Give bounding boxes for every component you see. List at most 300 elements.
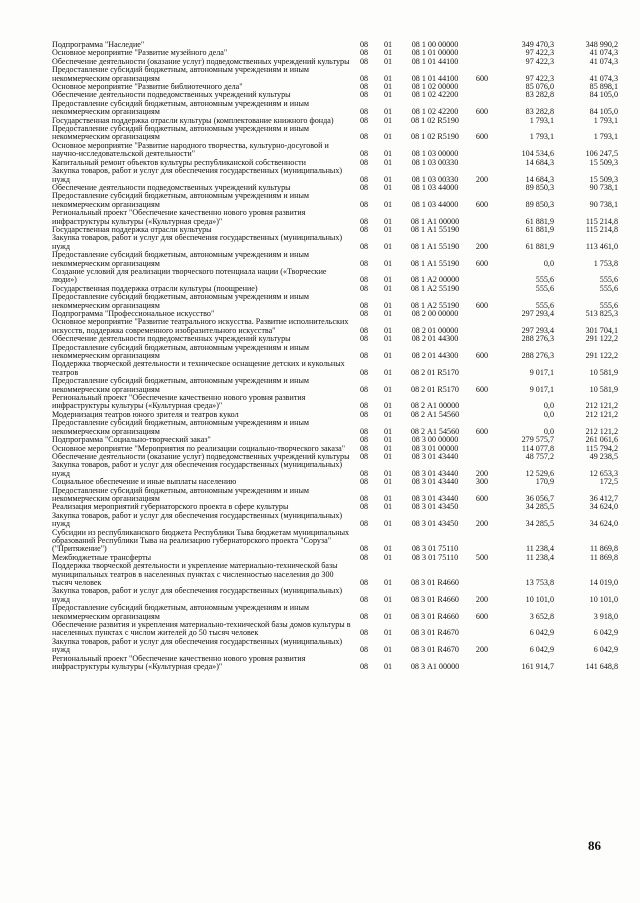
row-target-article-code: 08 2 01 44300 <box>411 334 459 344</box>
row-subsection-code: 01 <box>383 56 393 66</box>
row-expense-type-code: 600 <box>475 73 489 83</box>
row-subsection-code: 01 <box>383 40 393 49</box>
row-expense-type-code: 600 <box>475 132 489 142</box>
row-amount-year-2: 11 869,8 <box>589 552 618 562</box>
row-target-article-code: 08 3 01 R4670 <box>411 628 459 638</box>
row-section-code: 08 <box>359 275 369 285</box>
row-name: Основное мероприятие "Мероприятия по реализации социально-творческого заказа" <box>52 443 346 453</box>
row-amount-year-1: 161 914,7 <box>521 662 554 672</box>
row-expense-type-code <box>470 41 494 49</box>
row-name: Закупка товаров, работ и услуг для обеспечения государственных (муниципальных) нужд <box>52 636 343 655</box>
row-amount-year-2: 555,6 <box>599 283 618 293</box>
row-expense-type-code <box>470 310 494 318</box>
row-section-code: 08 <box>359 73 369 83</box>
row-amount-year-1: 11 238,4 <box>525 552 554 562</box>
row-amount-year-1: 48 757,2 <box>525 451 554 461</box>
table-row <box>52 167 618 184</box>
row-amount-year-2: 41 074,3 <box>589 48 618 58</box>
row-subsection-code: 01 <box>383 401 393 411</box>
row-expense-type-code <box>470 562 494 587</box>
row-section-code: 08 <box>359 662 369 672</box>
row-expense-type-code: 200 <box>475 468 489 478</box>
row-subsection-code: 01 <box>383 351 393 361</box>
row-name: Региональный проект "Обеспечение качественно нового уровня развития инфраструктуры культуры («Культурная среда»)" <box>52 653 306 672</box>
row-expense-type-code: 200 <box>475 519 489 529</box>
row-target-article-code: 08 2 А1 54560 <box>410 409 460 419</box>
row-target-article-code: 08 3 01 R4670 <box>411 645 459 655</box>
row-amount-year-2: 291 122,2 <box>585 334 618 344</box>
table-row <box>52 487 618 504</box>
row-amount-year-2: 36 412,7 <box>589 493 618 503</box>
row-amount-year-2: 3 918,0 <box>593 611 618 621</box>
row-section-code: 08 <box>359 384 369 394</box>
row-expense-type-code: 600 <box>475 300 489 310</box>
row-name: Предоставление субсидий бюджетным, автономным учреждениям и иным некоммерческим организациям <box>52 191 310 209</box>
row-target-article-code: 08 3 01 75110 <box>411 552 459 562</box>
row-amount-year-1: 104 534,6 <box>521 149 554 159</box>
row-target-article-code: 08 3 01 00000 <box>411 443 459 453</box>
row-name: Закупка товаров, работ и услуг для обеспечения государственных (муниципальных) нужд <box>52 233 343 251</box>
row-amount-year-2: 10 101,0 <box>589 594 618 604</box>
row-target-article-code: 08 1 03 44000 <box>411 199 459 209</box>
row-name: Поддержка творческой деятельности и укрепление материально-технической базы муниципальных театров в населенных пунктах с численностью населения до 300 тысяч человек <box>52 561 338 587</box>
row-section-code: 08 <box>359 300 369 310</box>
row-target-article-code: 08 1 00 00000 <box>411 40 459 49</box>
row-subsection-code: 01 <box>383 477 393 487</box>
table-row <box>52 209 618 226</box>
row-section-code: 08 <box>359 367 369 377</box>
row-amount-year-2: 6 042,9 <box>593 645 618 655</box>
table-row <box>52 587 618 604</box>
row-amount-year-1: 6 042,9 <box>529 628 554 638</box>
row-subsection-code: 01 <box>383 199 393 209</box>
row-amount-year-1: 61 881,9 <box>525 216 554 226</box>
table-row <box>52 419 618 436</box>
table-row <box>52 529 618 554</box>
row-subsection-code: 01 <box>383 426 393 436</box>
row-amount-year-1: 555,6 <box>535 283 554 293</box>
row-amount-year-2: 85 898,1 <box>589 82 618 92</box>
row-target-article-code: 08 1 03 00330 <box>411 157 459 167</box>
row-name: Субсидии из республиканского бюджета Республики Тыва бюджетам муниципальных образований Республики Тыва на реализацию губернаторского проекта "Соруза" ("Притяжение") <box>52 527 350 554</box>
row-expense-type-code: 600 <box>475 384 489 394</box>
row-name: Основное мероприятие "Развитие театрального искусства. Развитие исполнительских искусств, поддержка современного изобразительного искусства" <box>52 317 349 335</box>
page-number: 86 <box>588 838 601 853</box>
row-subsection-code: 01 <box>383 435 393 445</box>
table-row <box>52 318 618 335</box>
row-name: Предоставление субсидий бюджетным, автономным учреждениям и иным некоммерческим организациям <box>52 485 310 503</box>
row-expense-type-code <box>470 268 494 285</box>
row-amount-year-2: 34 624,0 <box>589 502 618 512</box>
row-expense-type-code: 200 <box>475 594 489 604</box>
row-amount-year-1: 1 793,1 <box>529 132 554 142</box>
row-subsection-code: 01 <box>383 90 393 100</box>
row-amount-year-1: 34 285,5 <box>525 502 554 512</box>
row-amount-year-2: 212 121,2 <box>585 409 618 419</box>
row-amount-year-1: 0,0 <box>543 426 554 436</box>
table-row <box>52 604 618 621</box>
row-amount-year-2: 301 704,1 <box>585 325 618 335</box>
row-expense-type-code <box>470 394 494 411</box>
row-subsection-code: 01 <box>383 611 393 621</box>
row-amount-year-1: 83 282,8 <box>525 90 554 100</box>
row-expense-type-code <box>470 621 494 638</box>
row-amount-year-2: 555,6 <box>599 275 618 285</box>
row-expense-type-code <box>470 117 494 125</box>
row-amount-year-2: 10 581,9 <box>589 384 618 394</box>
row-amount-year-1: 61 881,9 <box>525 241 554 251</box>
row-name: Закупка товаров, работ и услуг для обеспечения государственных (муниципальных) нужд <box>52 510 343 529</box>
row-section-code: 08 <box>359 241 369 251</box>
row-name: Капитальный ремонт объектов культуры республиканской собственности <box>52 157 306 167</box>
row-target-article-code: 08 1 01 44100 <box>411 56 459 66</box>
row-amount-year-1: 97 422,3 <box>525 73 554 83</box>
table-row <box>52 100 618 117</box>
row-expense-type-code <box>470 83 494 91</box>
row-expense-type-code <box>470 226 494 234</box>
row-amount-year-1: 9 017,1 <box>529 367 554 377</box>
row-target-article-code: 08 1 02 R5190 <box>411 132 459 142</box>
row-name: Подпрограмма "Социально-творческий заказ" <box>52 435 211 445</box>
row-section-code: 08 <box>359 90 369 100</box>
row-target-article-code: 08 3 01 75110 <box>411 544 459 554</box>
row-amount-year-1: 89 850,3 <box>525 182 554 192</box>
row-name: Предоставление субсидий бюджетным, автономным учреждениям и иным некоммерческим организациям <box>52 98 310 117</box>
row-target-article-code: 08 1 01 00000 <box>411 48 459 58</box>
row-name: Государственная поддержка отрасли культуры (поощрение) <box>52 283 258 293</box>
row-subsection-code: 01 <box>383 662 393 672</box>
row-name: Закупка товаров, работ и услуг для обеспечения государственных (муниципальных) нужд <box>52 586 343 604</box>
row-target-article-code: 08 3 01 R4660 <box>411 594 459 604</box>
table-row <box>52 344 618 361</box>
table-row <box>52 512 618 529</box>
row-amount-year-1: 97 422,3 <box>525 56 554 66</box>
row-expense-type-code <box>470 49 494 57</box>
row-name: Подпрограмма "Профессиональное искусство" <box>52 309 215 318</box>
row-amount-year-2: 115 794,2 <box>585 443 618 453</box>
row-expense-type-code <box>470 159 494 167</box>
row-amount-year-1: 6 042,9 <box>529 645 554 655</box>
row-amount-year-1: 61 881,9 <box>525 224 554 234</box>
row-section-code: 08 <box>359 477 369 487</box>
row-name: Предоставление субсидий бюджетным, автономным учреждениям и иным некоммерческим организациям <box>52 292 310 310</box>
row-amount-year-2: 172,5 <box>599 477 618 487</box>
row-section-code: 08 <box>359 594 369 604</box>
row-amount-year-2: 348 990,2 <box>585 40 618 49</box>
row-amount-year-1: 3 652,8 <box>529 611 554 621</box>
row-name: Предоставление субсидий бюджетным, автономным учреждениям и иным некоммерческим организациям <box>52 65 310 83</box>
row-amount-year-2: 6 042,9 <box>593 628 618 638</box>
row-section-code: 08 <box>359 552 369 562</box>
row-amount-year-1: 11 238,4 <box>525 544 554 554</box>
row-expense-type-code: 500 <box>475 552 489 562</box>
row-target-article-code: 08 3 01 R4660 <box>411 578 459 587</box>
row-target-article-code: 08 3 01 43440 <box>411 451 459 461</box>
row-amount-year-2: 212 121,2 <box>585 426 618 436</box>
row-section-code: 08 <box>359 157 369 167</box>
row-subsection-code: 01 <box>383 157 393 167</box>
row-target-article-code: 08 2 00 00000 <box>411 309 459 318</box>
row-amount-year-2: 41 074,3 <box>589 56 618 66</box>
row-target-article-code: 08 1 А1 55190 <box>410 241 460 251</box>
row-subsection-code: 01 <box>383 552 393 562</box>
row-target-article-code: 08 1 А2 55190 <box>410 283 460 293</box>
row-amount-year-2: 12 653,3 <box>589 468 618 478</box>
row-section-code: 08 <box>359 493 369 503</box>
row-expense-type-code <box>470 184 494 192</box>
row-name: Социальное обеспечение и иные выплаты населению <box>52 477 237 487</box>
row-amount-year-2: 90 738,1 <box>589 182 618 192</box>
table-row <box>52 562 618 587</box>
row-name: Государственная поддержка отрасли культуры <box>52 224 212 234</box>
row-section-code: 08 <box>359 258 369 268</box>
row-target-article-code: 08 3 01 43450 <box>411 502 459 512</box>
row-name: Закупка товаров, работ и услуг для обеспечения государственных (муниципальных) нужд <box>52 460 343 478</box>
row-section-code: 08 <box>359 628 369 638</box>
row-subsection-code: 01 <box>383 502 393 512</box>
row-section-code: 08 <box>359 502 369 512</box>
row-amount-year-1: 288 276,3 <box>521 334 554 344</box>
row-amount-year-1: 114 077,8 <box>521 443 554 453</box>
row-name: Обеспечение деятельности подведомственных учреждений культуры <box>52 90 291 100</box>
row-subsection-code: 01 <box>383 48 393 58</box>
row-target-article-code: 08 3 00 00000 <box>411 435 459 445</box>
row-expense-type-code: 600 <box>475 611 489 621</box>
row-amount-year-2: 14 019,0 <box>589 578 618 587</box>
row-subsection-code: 01 <box>383 334 393 344</box>
row-target-article-code: 08 1 02 00000 <box>411 82 459 92</box>
row-amount-year-1: 85 076,0 <box>525 82 554 92</box>
row-expense-type-code: 600 <box>475 426 489 436</box>
table-row <box>52 66 618 83</box>
row-amount-year-2: 49 238,5 <box>589 451 618 461</box>
row-section-code: 08 <box>359 351 369 361</box>
row-subsection-code: 01 <box>383 174 393 184</box>
row-amount-year-2: 10 581,9 <box>589 367 618 377</box>
row-subsection-code: 01 <box>383 149 393 159</box>
row-amount-year-1: 9 017,1 <box>529 384 554 394</box>
row-target-article-code: 08 2 А1 54560 <box>410 426 460 436</box>
row-subsection-code: 01 <box>383 107 393 117</box>
table-row <box>52 621 618 638</box>
row-name: Реализация мероприятий губернаторского проекта в сфере культуры <box>52 502 289 512</box>
row-expense-type-code: 600 <box>475 351 489 361</box>
row-name: Основное мероприятие "Развитие музейного дела" <box>52 48 228 58</box>
row-subsection-code: 01 <box>383 544 393 554</box>
row-target-article-code: 08 3 01 R4660 <box>411 611 459 621</box>
row-amount-year-1: 170,9 <box>535 477 554 487</box>
row-section-code: 08 <box>359 174 369 184</box>
row-subsection-code: 01 <box>383 578 393 587</box>
row-subsection-code: 01 <box>383 519 393 529</box>
row-amount-year-2: 115 214,8 <box>585 216 618 226</box>
row-amount-year-2: 15 509,3 <box>589 174 618 184</box>
budget-table-body <box>52 41 618 671</box>
row-name: Обеспечение развития и укрепления материально-технической базы домов культуры в населенных пунктах с числом жителей до 50 тысяч человек <box>52 620 351 638</box>
row-amount-year-2: 212 121,2 <box>585 401 618 411</box>
row-target-article-code: 08 1 А2 55190 <box>410 300 460 310</box>
row-expense-type-code <box>470 318 494 335</box>
row-section-code: 08 <box>359 611 369 621</box>
table-row <box>52 360 618 377</box>
row-amount-year-1: 0,0 <box>543 409 554 419</box>
row-target-article-code: 08 2 01 R5170 <box>411 367 459 377</box>
table-row <box>52 394 618 411</box>
table-row <box>52 377 618 394</box>
row-amount-year-1: 0,0 <box>543 258 554 268</box>
row-subsection-code: 01 <box>383 451 393 461</box>
row-amount-year-1: 1 793,1 <box>529 115 554 125</box>
row-subsection-code: 01 <box>383 275 393 285</box>
row-amount-year-1: 12 529,6 <box>525 468 554 478</box>
row-amount-year-1: 13 753,8 <box>525 578 554 587</box>
row-amount-year-2: 34 624,0 <box>589 519 618 529</box>
row-target-article-code: 08 1 02 42200 <box>411 90 459 100</box>
row-expense-type-code: 200 <box>475 174 489 184</box>
row-amount-year-2: 41 074,3 <box>589 73 618 83</box>
row-target-article-code: 08 3 01 43450 <box>411 519 459 529</box>
row-subsection-code: 01 <box>383 325 393 335</box>
row-amount-year-2: 90 738,1 <box>589 199 618 209</box>
table-row <box>52 142 618 159</box>
row-amount-year-2: 84 105,0 <box>589 107 618 117</box>
row-name: Создание условий для реализации творческого потенциала нации («Творческие люди») <box>52 266 327 285</box>
row-name: Закупка товаров, работ и услуг для обеспечения государственных (муниципальных) нужд <box>52 166 343 184</box>
table-row <box>52 125 618 142</box>
table-row <box>52 293 618 310</box>
row-target-article-code: 08 3 01 43440 <box>411 493 459 503</box>
row-section-code: 08 <box>359 224 369 234</box>
row-name: Предоставление субсидий бюджетным, автономным учреждениям и иным некоммерческим организациям <box>52 603 310 621</box>
row-subsection-code: 01 <box>383 300 393 310</box>
row-target-article-code: 08 2 01 44300 <box>411 351 459 361</box>
row-section-code: 08 <box>359 426 369 436</box>
row-section-code: 08 <box>359 216 369 226</box>
row-expense-type-code <box>470 445 494 453</box>
row-amount-year-2: 261 061,6 <box>585 435 618 445</box>
row-amount-year-2: 1 793,1 <box>593 115 618 125</box>
row-subsection-code: 01 <box>383 309 393 318</box>
row-name: Предоставление субсидий бюджетным, автономным учреждениям и иным некоммерческим организациям <box>52 250 310 268</box>
row-target-article-code: 08 1 А1 55190 <box>410 258 460 268</box>
row-section-code: 08 <box>359 468 369 478</box>
row-section-code: 08 <box>359 401 369 411</box>
row-expense-type-code <box>470 209 494 226</box>
row-subsection-code: 01 <box>383 115 393 125</box>
row-expense-type-code <box>470 335 494 343</box>
row-expense-type-code <box>470 91 494 99</box>
row-target-article-code: 08 1 А1 00000 <box>410 216 460 226</box>
row-amount-year-2: 11 869,8 <box>589 544 618 554</box>
row-amount-year-1: 0,0 <box>543 401 554 411</box>
row-expense-type-code: 300 <box>475 477 489 487</box>
row-amount-year-2: 555,6 <box>599 300 618 310</box>
row-target-article-code: 08 3 А1 00000 <box>410 662 460 672</box>
row-expense-type-code <box>470 411 494 419</box>
row-subsection-code: 01 <box>383 73 393 83</box>
row-target-article-code: 08 2 01 00000 <box>411 325 459 335</box>
row-amount-year-2: 113 461,0 <box>585 241 618 251</box>
row-target-article-code: 08 1 02 42200 <box>411 107 459 117</box>
row-amount-year-1: 297 293,4 <box>521 309 554 318</box>
row-subsection-code: 01 <box>383 409 393 419</box>
row-subsection-code: 01 <box>383 82 393 92</box>
row-expense-type-code <box>470 655 494 672</box>
row-amount-year-1: 288 276,3 <box>521 351 554 361</box>
row-amount-year-2: 115 214,8 <box>585 224 618 234</box>
row-subsection-code: 01 <box>383 594 393 604</box>
row-amount-year-1: 10 101,0 <box>525 594 554 604</box>
table-row <box>52 192 618 209</box>
table-row <box>52 251 618 268</box>
table-row <box>52 268 618 285</box>
row-name: Подпрограмма "Наследие" <box>52 40 145 49</box>
row-section-code: 08 <box>359 132 369 142</box>
row-subsection-code: 01 <box>383 367 393 377</box>
row-section-code: 08 <box>359 199 369 209</box>
row-section-code: 08 <box>359 435 369 445</box>
row-amount-year-1: 279 575,7 <box>521 435 554 445</box>
row-amount-year-1: 555,6 <box>535 275 554 285</box>
row-section-code: 08 <box>359 578 369 587</box>
row-target-article-code: 08 2 01 R5170 <box>411 384 459 394</box>
row-section-code: 08 <box>359 544 369 554</box>
row-section-code: 08 <box>359 409 369 419</box>
row-expense-type-code <box>470 360 494 377</box>
row-section-code: 08 <box>359 309 369 318</box>
row-subsection-code: 01 <box>383 241 393 251</box>
row-expense-type-code: 600 <box>475 107 489 117</box>
row-expense-type-code <box>470 453 494 461</box>
row-target-article-code: 08 1 03 00330 <box>411 174 459 184</box>
row-amount-year-2: 15 509,3 <box>589 157 618 167</box>
row-amount-year-1: 297 293,4 <box>521 325 554 335</box>
row-expense-type-code <box>470 503 494 511</box>
row-name: Обеспечение деятельности (оказание услуг) подведомственных учреждений культуры <box>52 56 350 66</box>
row-name: Основное мероприятие "Развитие библиотечного дела" <box>52 82 243 92</box>
row-subsection-code: 01 <box>383 258 393 268</box>
row-amount-year-2: 141 648,8 <box>585 662 618 672</box>
row-section-code: 08 <box>359 334 369 344</box>
row-expense-type-code: 200 <box>475 645 489 655</box>
row-subsection-code: 01 <box>383 283 393 293</box>
row-name: Модернизация театров юного зрителя и театров кукол <box>52 409 239 419</box>
row-name: Государственная поддержка отрасли культуры (комплектование книжного фонда) <box>52 115 334 125</box>
row-amount-year-1: 34 285,5 <box>525 519 554 529</box>
row-section-code: 08 <box>359 82 369 92</box>
table-row <box>52 461 618 478</box>
row-target-article-code: 08 3 01 43440 <box>411 468 459 478</box>
row-name: Предоставление субсидий бюджетным, автономным учреждениям и иным некоммерческим организациям <box>52 342 310 361</box>
row-section-code: 08 <box>359 283 369 293</box>
row-section-code: 08 <box>359 56 369 66</box>
row-expense-type-code: 600 <box>475 258 489 268</box>
row-target-article-code: 08 1 А2 00000 <box>410 275 460 285</box>
row-section-code: 08 <box>359 645 369 655</box>
row-subsection-code: 01 <box>383 443 393 453</box>
row-subsection-code: 01 <box>383 628 393 638</box>
row-section-code: 08 <box>359 115 369 125</box>
row-amount-year-1: 349 470,3 <box>521 40 554 49</box>
row-name: Предоставление субсидий бюджетным, автономным учреждениям и иным некоммерческим организациям <box>52 418 310 436</box>
row-name: Поддержка творческой деятельности и техническое оснащение детских и кукольных театров <box>52 359 345 377</box>
row-section-code: 08 <box>359 443 369 453</box>
row-name: Обеспечение деятельности подведомственных учреждений культуры <box>52 182 291 192</box>
row-name: Региональный проект "Обеспечение качественно нового уровня развития инфраструктуры культуры («Культурная среда»)" <box>52 208 306 226</box>
row-amount-year-2: 291 122,2 <box>585 351 618 361</box>
row-section-code: 08 <box>359 451 369 461</box>
row-amount-year-2: 1 793,1 <box>593 132 618 142</box>
